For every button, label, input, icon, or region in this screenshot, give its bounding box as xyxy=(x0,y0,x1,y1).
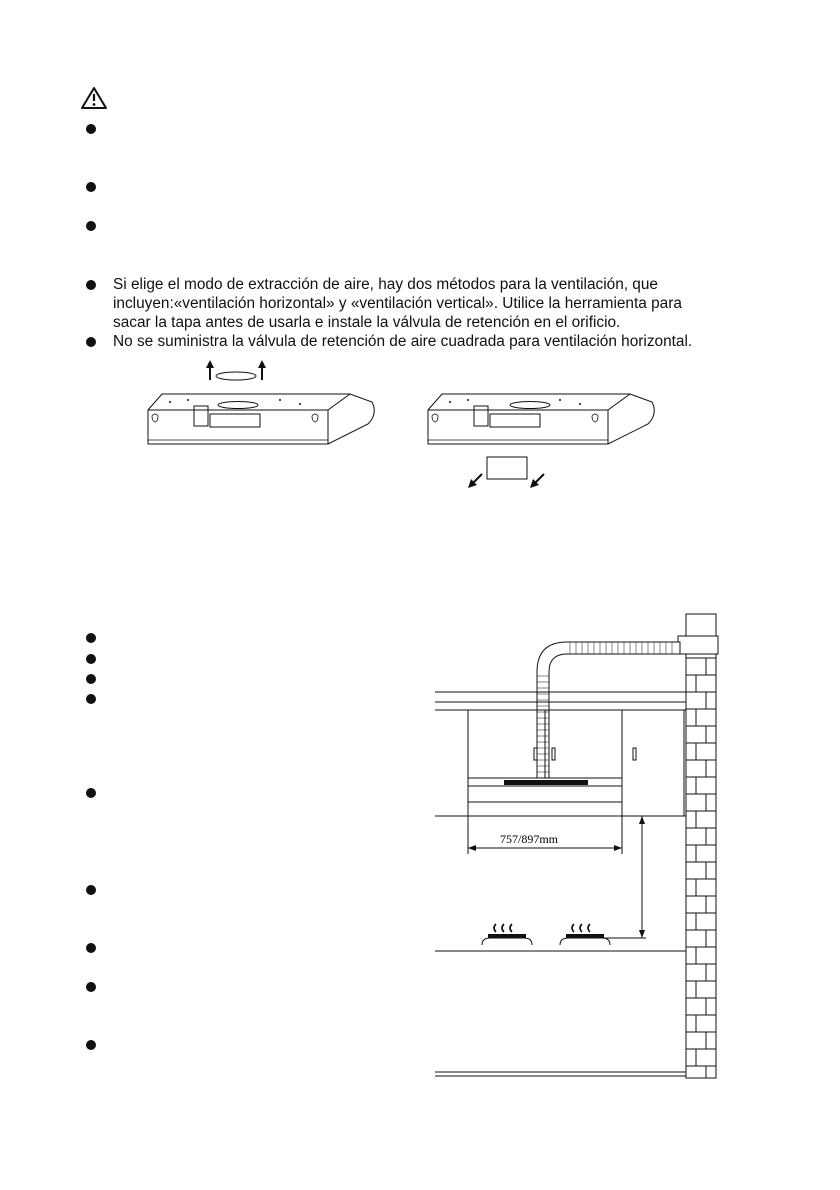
duct-outlet xyxy=(678,636,718,654)
bullet-empty-2 xyxy=(86,182,96,192)
hood-vertical-ventilation-figure xyxy=(140,358,390,458)
installation-diagram xyxy=(430,610,730,1085)
width-dimension-label: 757/897mm xyxy=(500,832,559,846)
flexible-duct xyxy=(537,642,680,780)
hood-horizontal-ventilation-figure xyxy=(420,358,670,498)
paragraph-check-valve xyxy=(113,332,723,351)
bullet-empty-8 xyxy=(86,788,96,798)
bullet-empty-10 xyxy=(86,943,96,953)
paragraph-line: sacar la tapa antes de usarla e instale la válvula de retención en el orificio. xyxy=(113,314,621,331)
bullet-empty-7 xyxy=(86,694,96,704)
bullet-empty-6 xyxy=(86,674,96,684)
bullet-empty-9 xyxy=(86,885,96,895)
brick-wall xyxy=(686,614,716,1078)
burner-right xyxy=(560,924,610,945)
warning-triangle-icon xyxy=(80,86,108,110)
paragraph-line: incluyen:«ventilación horizontal» y «ventilación vertical». Utilice la herramienta para xyxy=(113,295,682,312)
bullet-empty-11 xyxy=(86,982,96,992)
bullet-empty-5 xyxy=(86,654,96,664)
bullet-empty-4 xyxy=(86,633,96,643)
bullet-ventilation-methods xyxy=(86,280,96,290)
bullet-empty-12 xyxy=(86,1040,96,1050)
bullet-empty-1 xyxy=(86,124,96,134)
bullet-check-valve xyxy=(86,337,96,347)
bullet-empty-3 xyxy=(86,221,96,231)
burner-left xyxy=(482,924,532,945)
paragraph-line: Si elige el modo de extracción de aire, hay dos métodos para la ventilación, que xyxy=(113,276,658,293)
paragraph-line: No se suministra la válvula de retención de aire cuadrada para ventilación horizontal. xyxy=(113,333,693,350)
paragraph-ventilation-methods xyxy=(113,275,723,332)
